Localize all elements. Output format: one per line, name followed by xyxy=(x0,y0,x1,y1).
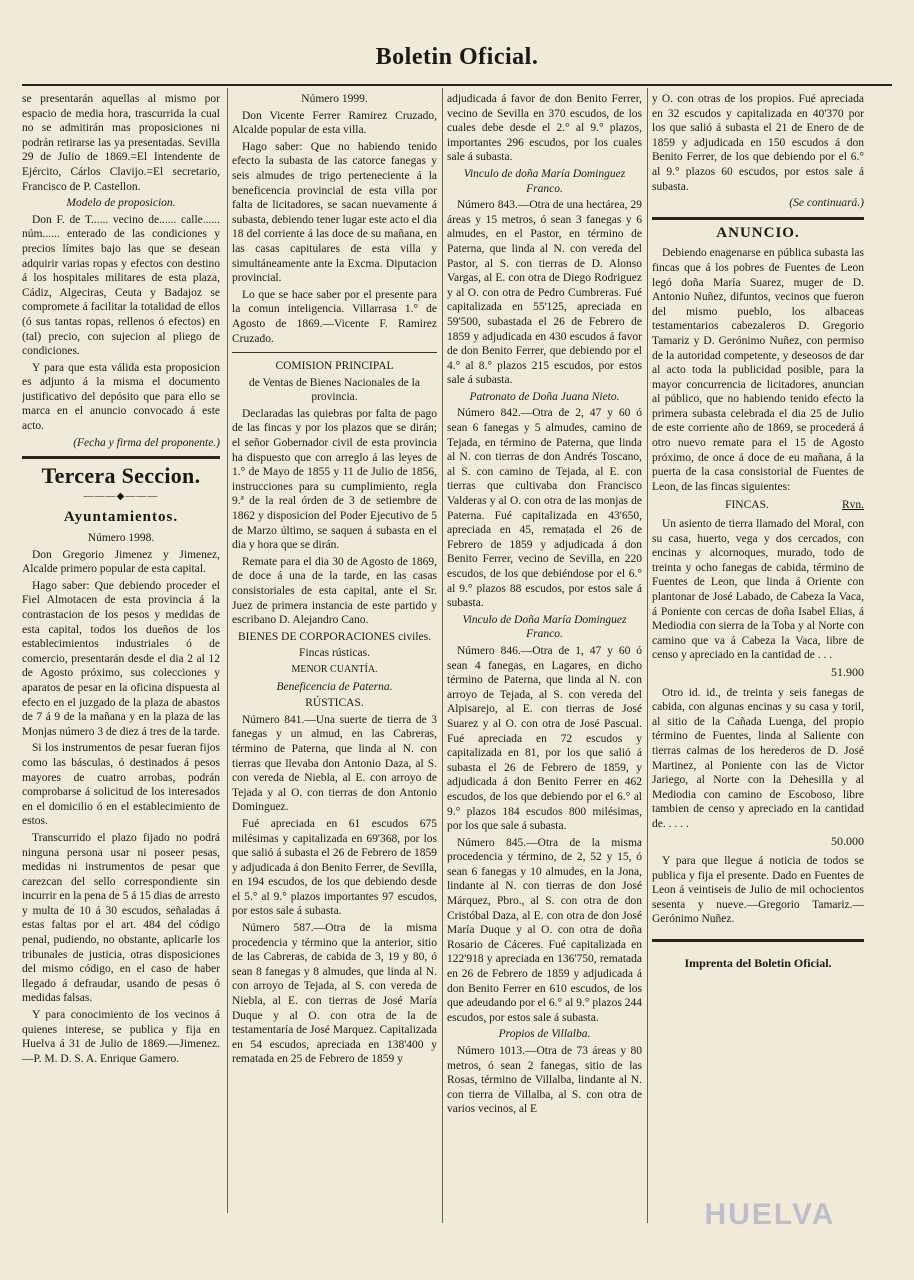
heading: COMISION PRINCIPAL xyxy=(275,360,394,373)
paragraph: Transcurrido el plazo fijado no podrá ninguna persona usar ni poseer pesas, medidas ni instrumentos de pesar que carezcan del sello correspondiente sin incurrir en la pena de 5 á 15 dias de arresto y multa de 10 á 30 escudos, señaladas á estas faltas por el art. 484 del código penal, pudiendo, no obstante, aplicarle los tribunales de justicia, otras disposiciones del mismo código, en el caso de haber llegado á defraudar, usando de pesas ó medidas falsas. xyxy=(22,831,220,1005)
paragraph: Y para que llegue á noticia de todos se publica y fija el presente. Dado en Fuentes de Leon á veintiseis de Julio de mil ochocientos sesenta y nueve.—Gregorio Tamariz.—Gerónimo Nuñez. xyxy=(652,855,864,926)
column-divider xyxy=(647,88,648,1223)
column-3 xyxy=(447,92,642,1222)
masthead-rule xyxy=(22,84,892,86)
price-amount: 51.900 xyxy=(831,664,864,679)
masthead-title: Boletin Oficial. xyxy=(375,44,539,70)
heading: BIENES DE CORPORACIONES civiles. xyxy=(238,630,431,643)
footer-rule xyxy=(652,939,864,942)
section-rule xyxy=(652,217,864,220)
ornament: ———◆——— xyxy=(83,490,159,502)
archive-watermark: HUELVA xyxy=(704,1198,836,1231)
separator-rule xyxy=(232,352,437,353)
paragraph: Otro id. id., de treinta y seis fanegas de cabida, con algunas encinas y su casa y toril, al sitio de la Cañada Luenga, del propio término de Fuentes, linda al Saliente con tierras calmas de los herederos de D. José Martinez, al Poniente con las de Victor Jariego, al Norte con la Dehesilla y al Mediodia con camino de Escoboso, libre tambien de censo y apreciado en la cantidad de. . . . . xyxy=(652,686,864,830)
heading: de Ventas de Bienes Nacionales de la provincia. xyxy=(249,376,420,404)
paragraph: Fué apreciada en 61 escudos 675 milésimas y capitalizada en 69'368, por los que salió á subasta el 26 de Febrero de 1859 y adjudicada á don Benito Ferrer, de Sevilla, en 194 escudos, de los que debiendo desde el 5.° al 9.° plazos importantes 97 escudos, por estos sale á subasta. xyxy=(232,817,437,918)
paragraph: Remate para el dia 30 de Agosto de 1869, de doce á una de la tarde, en las casas consistoriales de esta capital, ante el Sr. Juez de primera instancia de este partido y escribano D. Alejandro Cano. xyxy=(232,555,437,627)
column-4 xyxy=(652,92,864,1222)
announcement-title: ANUNCIO. xyxy=(716,224,800,241)
notice-number: Número 1999. xyxy=(301,93,368,105)
printer-imprint: Imprenta del Boletin Oficial. xyxy=(684,956,832,971)
paragraph: Y para conocimiento de los vecinos á quienes interese, se publica y fija en Huelva á 31 de Julio de 1869.—Jimenez.—P. M. D. S. A. Enrique Gamero. xyxy=(22,1009,220,1065)
column-divider xyxy=(227,88,228,1213)
price-amount: 50.000 xyxy=(831,833,864,848)
paragraph: Hago saber: Que no habiendo tenido efecto la subasta de las catorce fanegas y seis almudes de trigo perteneciente á la beneficencia provincial de esta villa por falta de licitadores, se sacan nuevamente á subasta, debiendo tener lugar este acto el dia 18 del corriente á las doce de su mañana, en las casas capitulares de esta villa y simultáneamente ante la Excma. Diputacion provincial. xyxy=(232,140,437,285)
section-rule xyxy=(22,456,220,459)
paragraph: Lo que se hace saber por el presente para la comun inteligencia. Villarrasa 1.° de Agosto de 1869.—Vicente F. Ramirez Cruzado. xyxy=(232,288,437,345)
subheading: Fincas rústicas. xyxy=(299,647,370,660)
paragraph: adjudicada á favor de don Benito Ferrer, vecino de Sevilla en 370 escudos, de los cuales debe desde el 2.° al 9.° plazos, importantes 296 escudos, por los cuales sale á subasta. xyxy=(447,93,642,164)
paragraph: Si los instrumentos de pesar fueran fijos como las básculas, ó destinados á pesos mayores de cuatro arrobas, podrán comprobarse á solicitud de los interesados en el domicilio ó en el establecimiento de estos. xyxy=(22,742,220,828)
signature-note: (Fecha y firma del proponente.) xyxy=(73,436,220,449)
paragraph: Número 846.—Otra de 1, 47 y 60 ó sean 4 fanegas, en Lagares, en dicho término de Paterna, que linda al N. con arroyo de Tejada, al S. con vereda del Alpisarejo, al E. con tierras de José Suarez y al O. con otra de José Pascual. Fué apreciada en 72 escudos y capitalizada en 81, por los que salió á subasta el 26 de Febrero de 1859, y adjudicada á don Benito Ferrer en 462 escudos, de los que debiendo por el 6.° al 9.° plazos 184 escudos 800 milésimas, por los que sale á subasta. xyxy=(447,644,642,833)
currency-label: Rvn. xyxy=(841,499,864,512)
subheading: RÚSTICAS. xyxy=(305,697,364,710)
paragraph: Número 1013.—Otra de 73 áreas y 80 metros, ó sean 2 fanegas, sitio de las Rosas, término de Villalba, lindante al N. con tierra de Villalba, al S. con otra de varios vecinos, al E xyxy=(447,1045,642,1116)
column-1 xyxy=(22,92,220,1212)
subheading: Vinculo de Doña María Dominguez Franco. xyxy=(462,613,627,641)
notice-number: Número 1998. xyxy=(87,532,155,545)
paragraph: Don Vicente Ferrer Ramirez Cruzado, Alcalde popular de esta villa. xyxy=(232,109,437,137)
subheading: Modelo de proposicion. xyxy=(66,197,176,210)
paragraph: y O. con otras de los propios. Fué apreciada en 32 escudos y capitalizada en 40'370 por los que salió á subasta el 21 de Enero de de 1859 y adjudicada en 150 escudos á don Benito Ferrer, de los que debiendo por el 6.° al 9.° plazos 60 escudos, por estos sale á subasta. xyxy=(652,93,864,193)
paragraph: Declaradas las quiebras por falta de pago de las fincas y por los plazos que se dirán; el señor Gobernador civil de esta provincia ha dispuesto que con arreglo á las leyes de 1.° de Mayo de 1855 y 11 de Julio de 1856, instrucciones para su cumplimiento, regla 9.ª de la real órden de 3 de setiembre de 1862 y disposicion del Poder Ejecutivo de 5 de Marzo último, se saquen á subasta en el dia y hora que se dirán. xyxy=(232,407,437,552)
subheading: Propios de Villalba. xyxy=(498,1028,591,1041)
paragraph: Número 845.—Otra de la misma procedencia y término, de 2, 52 y 15, ó sean 6 fanegas y 10 almudes, en la Jona, lindante al N. con tierras de don José Márquez, Pbro., al S. con otra de don Cristóbal Daza, al E. con otra de don José María Duque y al O. con otra de doña Rosario de Cáceres. Fué capitalizada en 122'918 y apreciada en 136'750, rematada en 26 de Febrero de 1859 y adjudicada á don Benito Ferrer en 610 escudos, de los que adeudando por el 6.° al 9.° plazos 244 escudos, por estos sale á subasta. xyxy=(447,836,642,1024)
fincas-header xyxy=(652,498,864,513)
subheading: Beneficencia de Paterna. xyxy=(276,680,393,693)
continuation-note: (Se continuará.) xyxy=(789,197,864,210)
subheading: Patronato de Doña Juana Nieto. xyxy=(469,390,620,403)
section-subtitle: Ayuntamientos. xyxy=(63,509,179,526)
subheading: Vinculo de doña María Dominguez Franco. xyxy=(463,167,626,195)
paragraph: Número 587.—Otra de la misma procedencia y término que la anterior, sitio de las Cabreras, de cabida de 3, 19 y 80, ó sean 8 fanegas y 8 almudes, que linda al N. con arroyo de Tejada, al S. con vereda de Niebla, al E. con tierras de José María Duque y al O. con otra de la de testamentaría de José Marquez. Capitalizada en 54 escudos, apreciada en 138'400 y rematada en 25 de Febrero de 1859 y xyxy=(232,922,437,1066)
paragraph: Hago saber: Que debiendo proceder el Fiel Almotacen de esta provincia á la contrastacion de los pesos y medidas de esta capital, todos los dueños de los establecimientos industriales ó de comercio, presentarán desde el dia 2 al 12 de Agosto próximo, sus colecciones y aparatos de pesar en la oficina dispuesta al efecto en el juzgado de la plaza de abastos de 7 á 9 de la mañana y en la plaza de las Monjas número 3 de diez á tres de la tarde. xyxy=(22,579,220,738)
paragraph: Número 842.—Otra de 2, 47 y 60 ó sean 6 fanegas y 5 almudes, camino de Tejada, en término de Paterna, que linda al N. con tierras de don Andrés Toscano, al S. con camino de Tejada, al E. con tierras que cultivaba don Francisco Valderas y al O. con otra de las monjas de Paterna. Fué capitalizada en 43'650, apreciada en 45, rematada el 26 de Febrero de 1859 y adjudicada á don Benito Ferrer, vecino de Sevilla, en 220 escudos, de los que debiéndose por el 6.° al 9.° plazos 88 escudos, por estos sale á subasta. xyxy=(447,407,642,610)
paragraph: Y para que esta válida esta proposicion es adjunto á la misma el documento justificativo del depósito que para ello se marca en el anuncio convocado á este acto. xyxy=(22,361,220,433)
paragraph: Debiendo enagenarse en pública subasta las fincas que á los pobres de Fuentes de Leon legó doña María Suarez, muger de D. Antonio Nuñez, difuntos, vecinos que fueron del mismo pueblo, los albaceas testamentarios cabezaleros D. Gregorio Tamariz y D. Gerónimo Nuñez, con permiso de la autoridad competente, y deseosos de dar al acto toda la publicidad posible, para la mayor concurrencia de licitadores, anuncian al público, que no habiendo tenido efecto la primera subasta celebrada el dia 25 de Julio de este corriente año de 1869, se procederá á otro nuevo remate para el 15 de Agosto próximo, de once á doce de eu mañana, á la puerta de la casa consistorial de Fuentes de Leon, de las fincas siguientes: xyxy=(652,247,864,493)
fincas-label: FINCAS. xyxy=(725,499,769,512)
section-title: Tercera Seccion. xyxy=(41,463,201,489)
column-divider xyxy=(442,88,443,1223)
column-2 xyxy=(232,92,437,1222)
paragraph: Don Gregorio Jimenez y Jimenez, Alcalde primero popular de esta capital. xyxy=(22,548,220,576)
subheading: MENOR CUANTÍA. xyxy=(291,663,378,675)
paragraph: se presentarán aquellas al mismo por espacio de media hora, trascurrida la cual no se admitirán mas proposiciones ni podrán retirarse las ya presentadas. Sevilla 29 de Julio de 1869.=El Intendente de Ejército, Cárlos Clavijo.=El secretario, Francisco de P. Castellon. xyxy=(22,93,220,193)
paragraph: Número 841.—Una suerte de tierra de 3 fanegas y un almud, en las Cabreras, término de Paterna, que linda al N. con tierras que llevaba don Antonio Daza, al S. con vereda de Niebla, al E. con arroyo de Tejada y al O. con tierras de don Antonio Dominguez. xyxy=(232,713,437,814)
paragraph: Un asiento de tierra llamado del Moral, con su casa, huerto, vega y dos cercados, con encinas y alcornoques, murado, todo de treinta y ocho fanegas de cabida, término de Fuentes de Leon, que linda á Oriente con plantonar de José Labado, de Cabeza la Vaca, á Poniente con cercas de doña Isabel Elias, á Mediodia con sierra de la Toba y al Norte con camino que va á Cabeza la Vaca, libre de censo y apreciado en la cantidad de . . . xyxy=(652,518,864,662)
paragraph: Número 843.—Otra de una hectárea, 29 áreas y 15 metros, ó sean 3 fanegas y 6 almudes, en el Pastor, en término de Paterna, que linda al N. con vereda del Pastor, al S. con tierras de D. Alonso Vargas, al E. con otra de Diego Rodriguez y al O. con otra de Pedro Cumbreras. Fué capitalizada en 55'125, apreciada en 59'500, subastada el 26 de Febrero de 1859 y adjudicada en 430 escudos á favor de don Benito Ferrer, que debiendo por el 4.° al 8.° plazos 215 escudos, por estos sale á subasta. xyxy=(447,199,642,387)
paragraph: Don F. de T...... vecino de...... calle...... núm...... enterado de las condiciones y precios límites bajo las que se desean adquirir varias ropas y efectos con destino á los hospitales militares de esta plaza, Cádiz, Algeciras, Ceuta y Badajoz se compromete á facilitar la totalidad de ellos (ó sus tantas ropas, rellenos ó efectos) en (tal) precio, con sujecion al pliego de condiciones. xyxy=(22,213,220,358)
